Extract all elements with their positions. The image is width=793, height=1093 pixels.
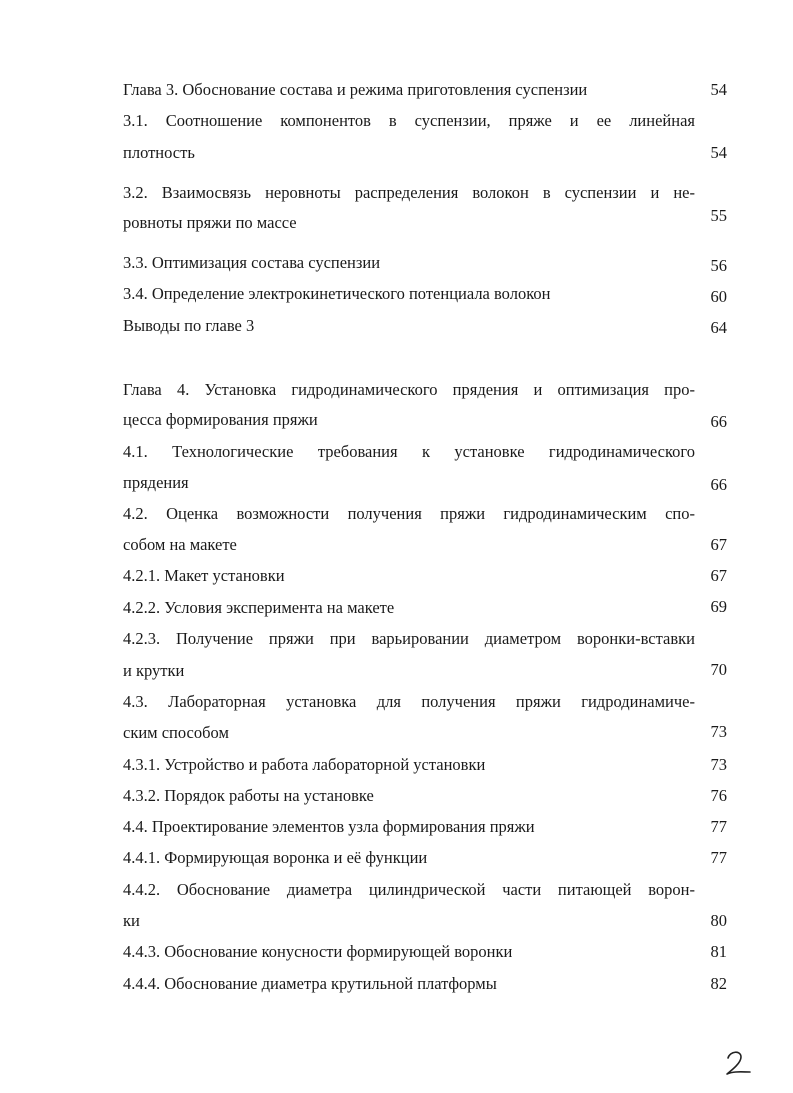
toc-entry-text: 4.2.3. Получение пряжи при варьировании диаметром воронки-вставки <box>123 629 695 648</box>
toc-page-number: 55 <box>710 206 727 225</box>
toc-page-number: 60 <box>710 287 727 306</box>
toc-entry-text: Глава 4. Установка гидродинамического прядения и оптимизация про- <box>123 380 695 399</box>
toc-entry-text: 3.4. Определение электрокинетического потенциала волокон <box>123 284 551 303</box>
toc-entry-text: 3.3. Оптимизация состава суспензии <box>123 253 381 272</box>
toc-entry-text: Глава 3. Обоснование состава и режима приготовления суспензии <box>123 80 588 99</box>
toc-page-number: 66 <box>710 475 727 494</box>
toc-entry-text: 4.4.2. Обоснование диаметра цилиндрической части питающей ворон- <box>123 880 695 899</box>
toc-page-number: 54 <box>710 80 727 99</box>
toc-entry-text: 4.2.2. Условия эксперимента на макете <box>123 598 395 617</box>
toc-page-number: 77 <box>710 848 727 867</box>
toc-entry-text: 4.4.1. Формирующая воронка и её функции <box>123 848 428 867</box>
toc-entry-text: 4.3. Лабораторная установка для получения пряжи гидродинамиче- <box>123 692 695 711</box>
toc-page-number: 77 <box>710 817 727 836</box>
toc-entry-text-continued: плотность <box>123 143 195 162</box>
toc-entry-text: 4.1. Технологические требования к установке гидродинамического <box>123 442 695 461</box>
toc-entry-text: 4.2. Оценка возможности получения пряжи гидродинамическим спо- <box>123 504 695 523</box>
toc-entry-text: 3.1. Соотношение компонентов в суспензии, пряже и ее линейная <box>123 111 695 130</box>
toc-page-number: 73 <box>710 755 727 774</box>
toc-page-number: 70 <box>710 660 727 679</box>
handwritten-page-number <box>722 1048 762 1078</box>
toc-page-number: 82 <box>710 974 727 993</box>
toc-page-number: 73 <box>710 722 727 741</box>
toc-entry-text-continued: цесса формирования пряжи <box>123 410 318 429</box>
toc-entry-text: 3.2. Взаимосвязь неровноты распределения волокон в суспензии и не- <box>123 183 695 202</box>
toc-entry-text-continued: прядения <box>123 473 189 492</box>
toc-entry-text-continued: и крутки <box>123 661 185 680</box>
toc-page-number: 64 <box>710 318 727 337</box>
toc-entry-text: 4.4.3. Обоснование конусности формирующей воронки <box>123 942 513 961</box>
toc-entry-text-continued: ки <box>123 911 140 930</box>
toc-page-number: 76 <box>710 786 727 805</box>
toc-entry-text-continued: собом на макете <box>123 535 237 554</box>
toc-entry-text-continued: ским способом <box>123 723 229 742</box>
toc-entry-text: 4.3.2. Порядок работы на установке <box>123 786 374 805</box>
toc-page-number: 69 <box>710 597 727 616</box>
toc-page-number: 80 <box>710 911 727 930</box>
toc-page-number: 67 <box>710 535 727 554</box>
toc-page-number: 66 <box>710 412 727 431</box>
toc-page-number: 56 <box>710 256 727 275</box>
toc-page-number: 54 <box>710 143 727 162</box>
toc-page-number: 81 <box>710 942 727 961</box>
toc-entry-text: 4.4. Проектирование элементов узла формирования пряжи <box>123 817 535 836</box>
toc-page-number: 67 <box>710 566 727 585</box>
toc-entry-text-continued: ровноты пряжи по массе <box>123 213 297 232</box>
toc-entry-text: Выводы по главе 3 <box>123 316 255 335</box>
toc-entry-text: 4.4.4. Обоснование диаметра крутильной платформы <box>123 974 497 993</box>
toc-entry-text: 4.2.1. Макет установки <box>123 566 285 585</box>
toc-entry-text: 4.3.1. Устройство и работа лабораторной установки <box>123 755 486 774</box>
